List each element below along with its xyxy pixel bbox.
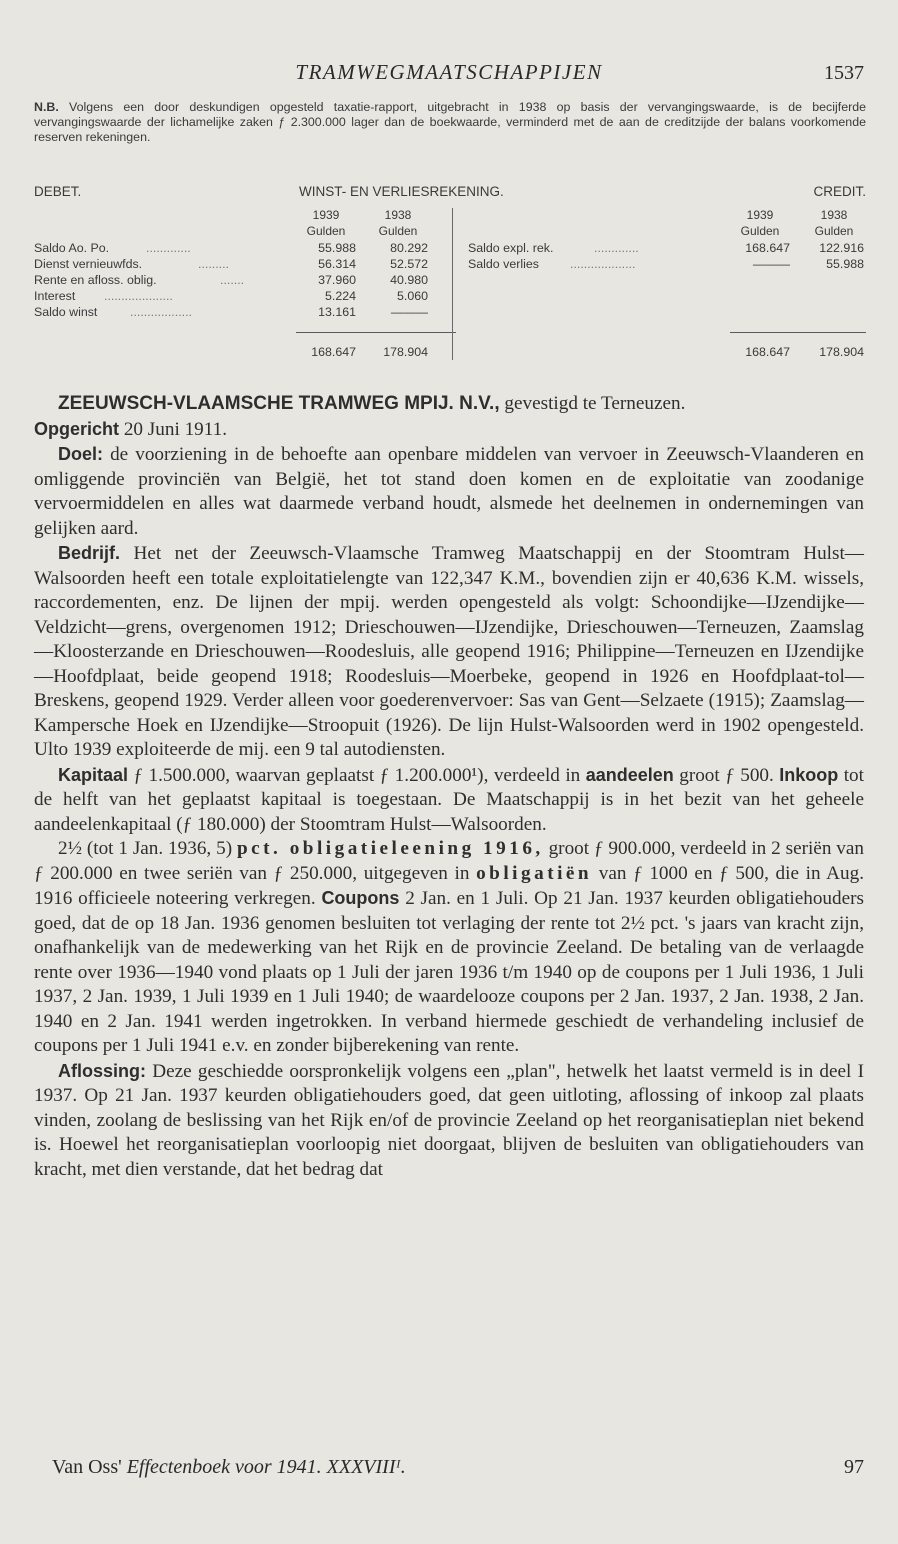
debet-row-1939: 5.224 bbox=[324, 289, 356, 303]
credit-unit-1939: Gulden bbox=[740, 224, 780, 238]
obligatien-label: obligatiën bbox=[476, 862, 593, 884]
credit-row-label: Saldo expl. rek. bbox=[468, 241, 554, 255]
debet-year-1939: 1939 bbox=[312, 208, 340, 222]
doel-label: Doel: bbox=[58, 444, 103, 464]
nb-text: Volgens een door deskundigen opgesteld taxatie-rapport, uitgebracht in 1938 op basis der vervangingswaarde, is de becijferde vervangingswaarde der lichamelijke zaken ƒ 2.300.000 lager dan de boekwaarde, verminderd met de aan de creditzijde der balans voorkomende reserven rekeningen. bbox=[34, 100, 866, 144]
oblig-text-2: van ƒ 1000 en ƒ 500, die in Aug. 1916 officieele noteering verkregen. bbox=[34, 862, 864, 909]
debet-row-1939: 37.960 bbox=[318, 273, 356, 287]
credit-row-1939: ——— bbox=[752, 257, 790, 271]
debet-row-label: Rente en afloss. oblig. bbox=[34, 273, 157, 287]
debet-unit-1939: Gulden bbox=[306, 224, 346, 238]
oblig-text-3: 2 Jan. en 1 Juli. Op 21 Jan. 1937 keurden obligatiehouders goed, dat de op 18 Jan. 1936 genomen besluiten tot verlaging der rente tot 2½ pct. 's jaars van kracht zijn, onafhankelijk van de medewerking van het Rijk en de provincie Zeeland. De betaling van de verlaagde rente over 1936—1940 vond plaats op 1 Juli der jaren 1936 t/m 1940 op de coupons per 1 Juli 1936, 1 Juli 1937, 2 Jan. 1939, 1 Juli 1939 en 1 Juli 1940; de waardelooze coupons per 2 Jan. 1937, 2 Jan. 1938, 2 Jan. 1940 en 2 Jan. 1941 werden ingetrokken. In verband hiermede geschiedt de verhandeling inclusief de coupons per 1 Juli 1941 e.v. en zonder bijberekening van rente. bbox=[34, 888, 864, 1056]
kapitaal-label: Kapitaal bbox=[58, 764, 129, 785]
nb-lead: N.B. bbox=[34, 100, 59, 114]
account-divider bbox=[452, 208, 453, 360]
company-seat: gevestigd te Terneuzen. bbox=[499, 393, 686, 414]
aflossing-label: Aflossing: bbox=[58, 1060, 146, 1081]
credit-year-1939: 1939 bbox=[746, 208, 774, 222]
debet-row-1938: ——— bbox=[390, 305, 428, 319]
credit-year-1938: 1938 bbox=[820, 208, 848, 222]
aandeelen-label: aandeelen bbox=[585, 764, 674, 785]
credit-unit-1938: Gulden bbox=[814, 224, 854, 238]
debet-year-1938: 1938 bbox=[384, 208, 412, 222]
company-entry bbox=[34, 392, 864, 1182]
inkoop-label: Inkoop bbox=[779, 764, 839, 785]
oblig-rate: 2½ (tot 1 Jan. 1936, 5) bbox=[58, 838, 237, 859]
credit-row-1938: 122.916 bbox=[819, 241, 864, 255]
founded-label: Opgericht bbox=[34, 418, 120, 439]
running-title: TRAMWEGMAATSCHAPPIJEN bbox=[295, 60, 603, 84]
running-header bbox=[0, 60, 898, 90]
founded-text: 20 Juni 1911. bbox=[119, 418, 228, 440]
company-name: ZEEUWSCH-VLAAMSCHE TRAMWEG MPIJ. N.V., bbox=[58, 393, 500, 414]
debet-row-label: Interest bbox=[34, 289, 76, 303]
footnote-nb bbox=[34, 100, 866, 145]
oblig-text: groot ƒ 900.000, verdeeld in 2 seriën van ƒ 200.000 en twee seriën van ƒ 250.000, uitgegeven in bbox=[34, 838, 864, 884]
profit-loss-account: DEBET. WINST- EN VERLIESREKENING. CREDIT. 1939 1938 Gulden Gulden 1939 1938 Gulden Gulden Saldo Ao. Po. ............. 55.988 80.292 Dienst vernieuwfds. ......... 56.314 52.572 Rente en afloss. oblig. ....... 37.960 40.980 Interest .................... 5.224 5.060 Saldo winst .................. 13.161 ——— 168.647 178.904 Saldo expl. rek. ............. 168.647 122.916 Saldo verlies ................... ——— 55.988 168.647 178.904 bbox=[34, 184, 866, 359]
credit-row-label: Saldo verlies bbox=[468, 257, 539, 271]
debet-row-1939: 56.314 bbox=[318, 257, 356, 271]
bedrijf-text: Het net der Zeeuwsch-Vlaamsche Tramweg Maatschappij en der Stoomtram Hulst—Walsoorden heeft een totale exploitatielengte van 122,347 K.M., bovendien zijn er 40,636 K.M. wissels, raccordementen, enz. De lijnen der mpij. werden opengesteld als volgt: Schoondijke—IJzendijke—Veldzicht—grens, overgenomen 1912; Drieschouwen—IJzendijke, Drieschouwen—Terneuzen, Zaamslag—Kloosterzande en Drieschouwen—Roodesluis, alle geopend 1916; Philippine—Terneuzen en IJzendijke—Hoofdplaat, beide geopend 1918; Roodesluis—Moerbeke, geopend in 1926 en Hoofdplaat-tol—Breskens, geopend 1929. Verder alleen voor goederenvervoer: Sas van Gent—Selzaete (1915); Zaamslag—Kampersche Hoek en IJzendijke—Stroopuit (1926). De lijn Hulst-Walsoorden werd in 1902 opengesteld. Ulto 1939 exploiteerde de mij. een 9 tal autodiensten. bbox=[34, 543, 864, 760]
footer-publisher: Van Oss' bbox=[52, 1456, 127, 1478]
credit-total-1938: 178.904 bbox=[819, 345, 864, 359]
account-title: WINST- EN VERLIESREKENING. bbox=[299, 184, 504, 199]
doel-text: de voorziening in de behoefte aan openbare middelen van vervoer in Zeeuwsch-Vlaanderen en omliggende provinciën van België, het tot stand doen komen en de exploitatie van zoodanige vervoermiddelen en alles wat daarmede verband houdt, alsmede het deelnemen in ondernemingen van gelijken aard. bbox=[34, 444, 864, 539]
footer-page: 97 bbox=[844, 1456, 864, 1478]
debet-row-1938: 40.980 bbox=[390, 273, 428, 287]
credit-row-1938: 55.988 bbox=[826, 257, 864, 271]
debet-label: DEBET. bbox=[34, 184, 82, 199]
debet-row-label: Saldo Ao. Po. bbox=[34, 241, 110, 255]
page-number: 1537 bbox=[824, 62, 864, 84]
debet-row-1939: 13.161 bbox=[318, 305, 356, 319]
debet-row-1938: 52.572 bbox=[390, 257, 428, 271]
credit-row-1939: 168.647 bbox=[745, 241, 790, 255]
kapitaal-text: ƒ 1.500.000, waarvan geplaatst ƒ 1.200.000¹), verdeeld in bbox=[128, 764, 586, 786]
credit-label: CREDIT. bbox=[813, 184, 866, 199]
footer-book: Effectenboek voor 1941. XXXVIIIᴵ. bbox=[126, 1456, 406, 1478]
page-footer bbox=[52, 1456, 864, 1486]
debet-row-label: Saldo winst bbox=[34, 305, 98, 319]
kapitaal-text-2: groot ƒ 500. bbox=[673, 764, 780, 786]
debet-total-1938: 178.904 bbox=[383, 345, 428, 359]
debet-row-1938: 5.060 bbox=[396, 289, 428, 303]
credit-total-rule bbox=[730, 332, 866, 333]
debet-row-label: Dienst vernieuwfds. bbox=[34, 257, 143, 271]
oblig-label: pct. obligatieleening 1916, bbox=[236, 838, 544, 859]
debet-unit-1938: Gulden bbox=[378, 224, 418, 238]
debet-row-1939: 55.988 bbox=[318, 241, 356, 255]
coupons-label: Coupons bbox=[321, 888, 400, 908]
credit-total-1939: 168.647 bbox=[745, 345, 790, 359]
bedrijf-label: Bedrijf. bbox=[58, 543, 121, 563]
aflossing-text: Deze geschiedde oorspronkelijk volgens een „plan", hetwelk het laatst vermeld is in deel I 1937. Op 21 Jan. 1937 keurden obligatiehouders goed, dat geen uitloting, aflossing of inkoop zal plaats vinden, zoolang de beslissing van het Rijk en/of de provincie Zeeland op het reorganisatieplan niet bekend is. Hoewel het reorganisatieplan voorloopig niet doorgaat, blijven de besluiten van obligatiehouders van kracht, met dien verstande, dat het bedrag dat bbox=[34, 1060, 864, 1180]
kapitaal-text-3: tot de helft van het geplaatst kapitaal is toegestaan. De Maatschappij is in het bezit van het geheele aandeelenkapitaal (ƒ 180.000) der Stoomtram Hulst—Walsoorden. bbox=[34, 764, 864, 835]
debet-total-1939: 168.647 bbox=[311, 345, 356, 359]
debet-total-rule bbox=[296, 332, 456, 333]
debet-row-1938: 80.292 bbox=[390, 241, 428, 255]
